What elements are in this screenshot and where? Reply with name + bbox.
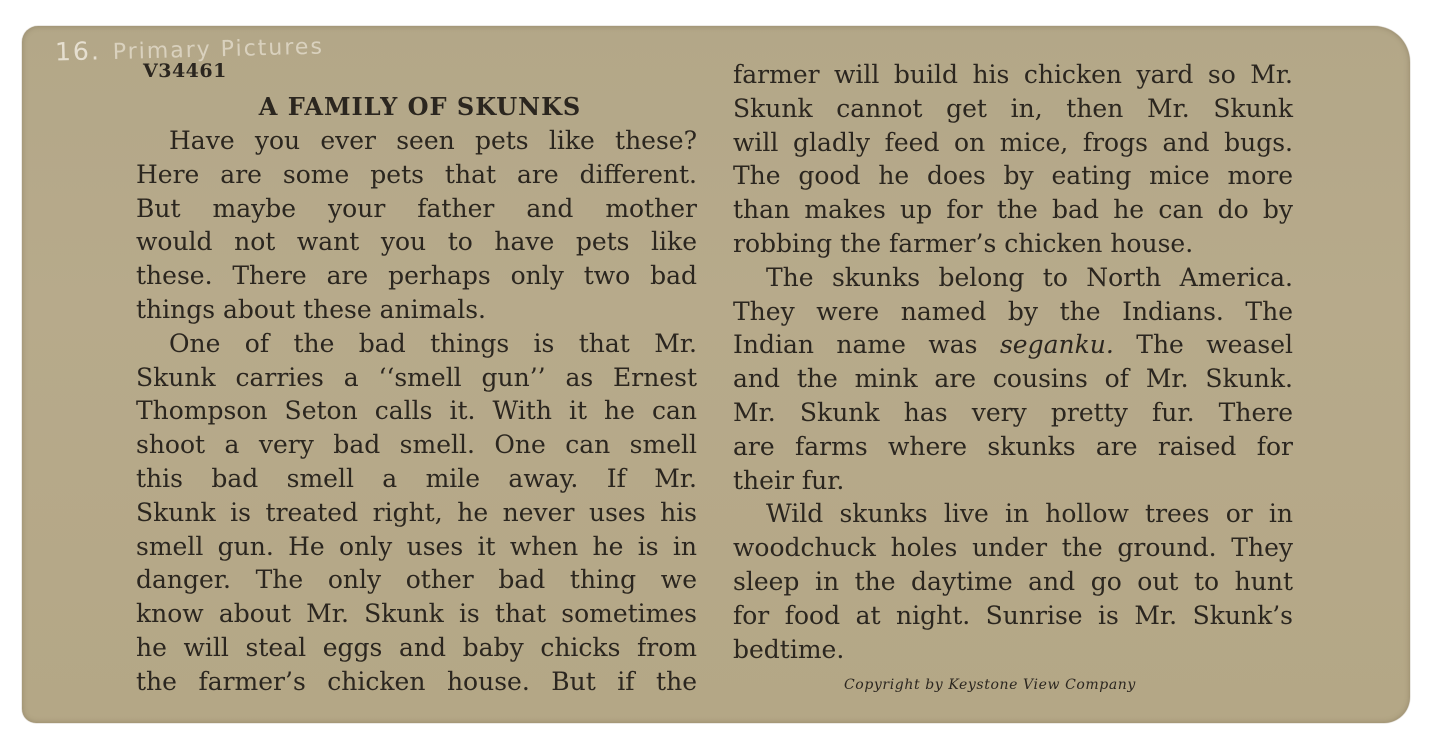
text-line: this bad smell a mile away. If Mr. (136, 463, 697, 493)
text-line: sleep in the daytime and go out to hunt (733, 566, 1293, 596)
text-line: bedtime. (733, 634, 845, 664)
text-line: for food at night. Sunrise is Mr. Skunk’s (733, 600, 1293, 630)
text-line: these. There are perhaps only two bad (136, 261, 697, 291)
text-line: Skunk is treated right, he never uses his (136, 497, 697, 527)
text-line: he will steal eggs and baby chicks from (136, 632, 697, 662)
text-line: Wild skunks live in hollow trees or in (766, 499, 1293, 529)
text-line: will gladly feed on mice, frogs and bugs. (733, 127, 1293, 157)
text-line: the farmer’s chicken house. But if the (136, 666, 697, 696)
text-line: robbing the farmer’s chicken house. (733, 228, 1194, 258)
text-line: shoot a very bad smell. One can smell (136, 430, 697, 460)
text-line: smell gun. He only uses it when he is in (136, 531, 697, 561)
text-segment: Indian name was (733, 330, 978, 360)
text-line: and the mink are cousins of Mr. Skunk. (733, 364, 1293, 394)
text-segment: The weasel (1136, 330, 1293, 360)
text-line: The good he does by eating mice more (733, 161, 1293, 191)
text-column-left (136, 124, 697, 699)
text-line: know about Mr. Skunk is that sometimes (136, 599, 697, 629)
text-line: The skunks belong to North America. (766, 262, 1293, 292)
card-title: A FAMILY OF SKUNKS (258, 92, 582, 121)
text-line: But maybe your father and mother (136, 193, 697, 223)
text-line: Thompson Seton calls it. With it he can (136, 396, 697, 426)
handwritten-number: 16. (54, 36, 102, 67)
text-line: Skunk cannot get in, then Mr. Skunk (733, 93, 1293, 123)
text-line: things about these animals. (136, 294, 486, 324)
card-code: V34461 (143, 60, 227, 82)
text-line: danger. The only other bad thing we (136, 565, 697, 595)
text-line: Skunk carries a ‘‘smell gun’’ as Ernest (136, 362, 697, 392)
text-line: Have you ever seen pets like these? (169, 126, 697, 155)
italic-word: seganku. (999, 330, 1114, 360)
text-line: One of the bad things is that Mr. (169, 328, 697, 358)
text-line: would not want you to have pets like (136, 227, 697, 257)
text-line: than makes up for the bad he can do by (733, 195, 1293, 225)
text-line: are farms where skunks are raised for (733, 431, 1293, 461)
copyright-notice: Copyright by Keystone View Company (844, 677, 1136, 693)
text-column-right (733, 58, 1293, 666)
text-line: Mr. Skunk has very pretty fur. There (733, 397, 1293, 427)
text-line-mixed (733, 328, 1293, 362)
text-line: Here are some pets that are different. (136, 159, 697, 189)
handwritten-label: Primary Pictures (112, 34, 325, 66)
text-line: their fur. (733, 465, 845, 495)
text-line: farmer will build his chicken yard so Mr. (733, 60, 1293, 89)
text-line: They were named by the Indians. The (733, 296, 1293, 326)
text-line: woodchuck holes under the ground. They (733, 533, 1293, 563)
